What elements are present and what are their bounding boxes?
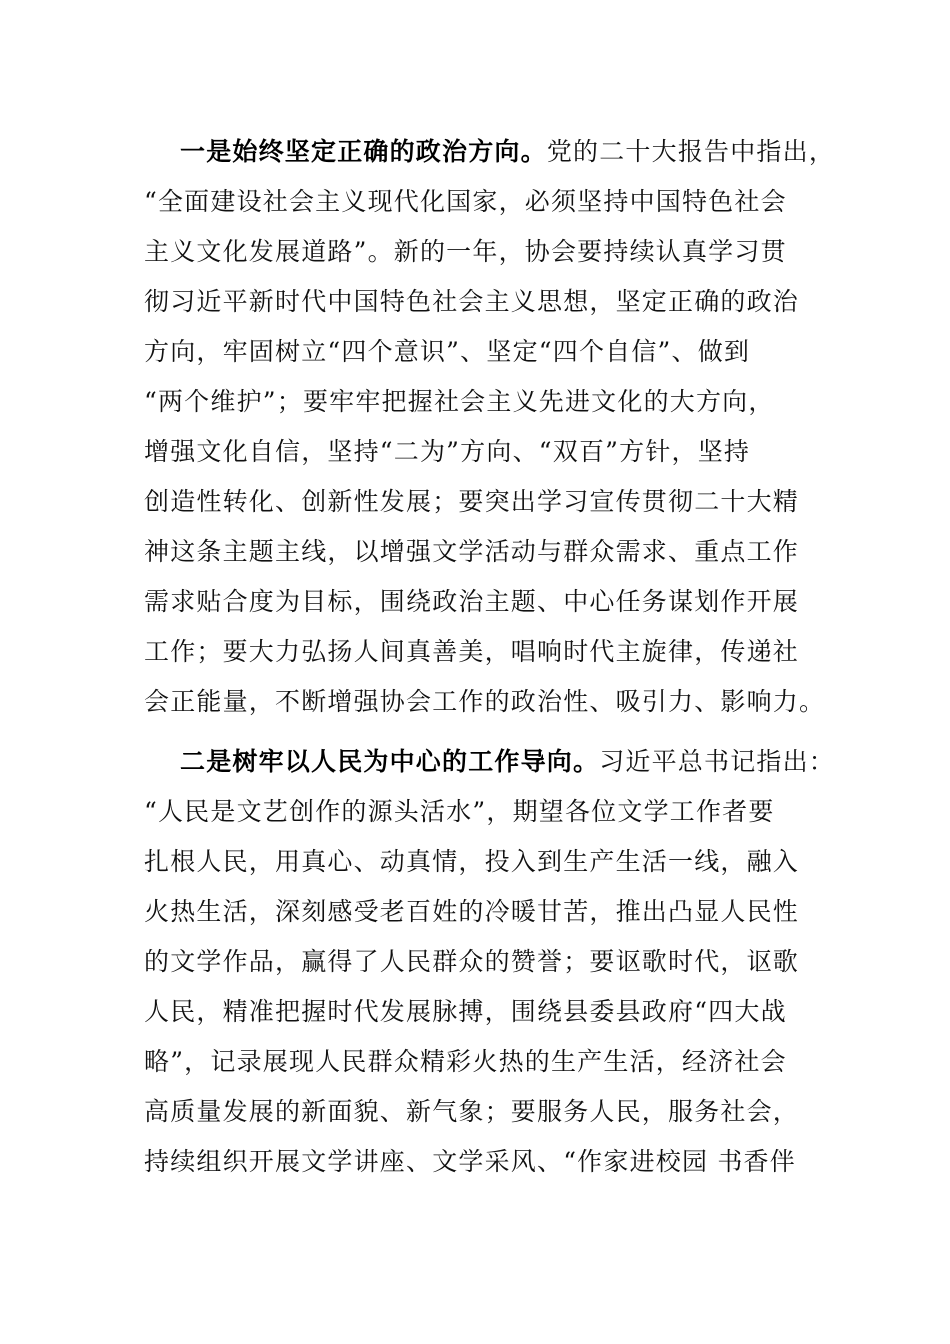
- paragraph-1-text: 党的二十大报告中指出，: [546, 137, 836, 166]
- paragraph-2-line-6: 人民，精准把握时代发展脉搏，围绕县委县政府“四大战: [144, 997, 787, 1026]
- paragraph-1-line-8: 创造性转化、创新性发展；要突出学习宣传贯彻二十大精: [144, 487, 800, 516]
- paragraph-1-line-3: 主义文化发展道路”。新的一年，协会要持续认真学习贯: [144, 237, 787, 266]
- paragraph-2-text: 习近平总书记指出：: [599, 747, 836, 776]
- paragraph-2-line-9: 持续组织开展文学讲座、文学采风、“作家进校园 书香伴: [144, 1147, 796, 1176]
- paragraph-1-line-4: 彻习近平新时代中国特色社会主义思想，坚定正确的政治: [144, 287, 800, 316]
- paragraph-2-line-7: 略”，记录展现人民群众精彩火热的生产生活，经济社会: [144, 1047, 787, 1076]
- paragraph-1-line-10: 需求贴合度为目标，围绕政治主题、中心任务谋划作开展: [144, 587, 800, 616]
- paragraph-2-line-2: “人民是文艺创作的源头活水”，期望各位文学工作者要: [144, 797, 775, 826]
- paragraph-2-line-1: [180, 737, 860, 787]
- paragraph-2-line-3: 扎根人民，用真心、动真情，投入到生产生活一线，融入: [144, 847, 800, 876]
- paragraph-1-line-11: 工作；要大力弘扬人间真善美，唱响时代主旋律，传递社: [144, 637, 800, 666]
- paragraph-1-line-7: 增强文化自信，坚持“二为”方向、“双百”方针，坚持: [144, 437, 751, 466]
- paragraph-2-line-8: 高质量发展的新面貌、新气象；要服务人民，服务社会，: [144, 1097, 800, 1126]
- paragraph-2-heading: 二是树牢以人民为中心的工作导向。: [180, 747, 600, 776]
- paragraph-1-line-12: 会正能量，不断增强协会工作的政治性、吸引力、影响力。: [144, 687, 826, 716]
- paragraph-1-heading: 一是始终坚定正确的政治方向。: [180, 137, 547, 166]
- paragraph-1-line-1: [180, 127, 860, 177]
- paragraph-2-line-4: 火热生活，深刻感受老百姓的冷暖甘苦，推出凸显人民性: [144, 897, 800, 926]
- paragraph-1-line-2: “全面建设社会主义现代化国家，必须坚持中国特色社会: [144, 187, 787, 216]
- paragraph-1-line-9: 神这条主题主线，以增强文学活动与群众需求、重点工作: [144, 537, 800, 566]
- paragraph-1-line-5: 方向，牢固树立“四个意识”、坚定“四个自信”、做到: [144, 337, 751, 366]
- paragraph-2-line-5: 的文学作品，赢得了人民群众的赞誉；要讴歌时代，讴歌: [144, 947, 800, 976]
- paragraph-1-line-6: “两个维护”；要牢牢把握社会主义先进文化的大方向，: [144, 387, 775, 416]
